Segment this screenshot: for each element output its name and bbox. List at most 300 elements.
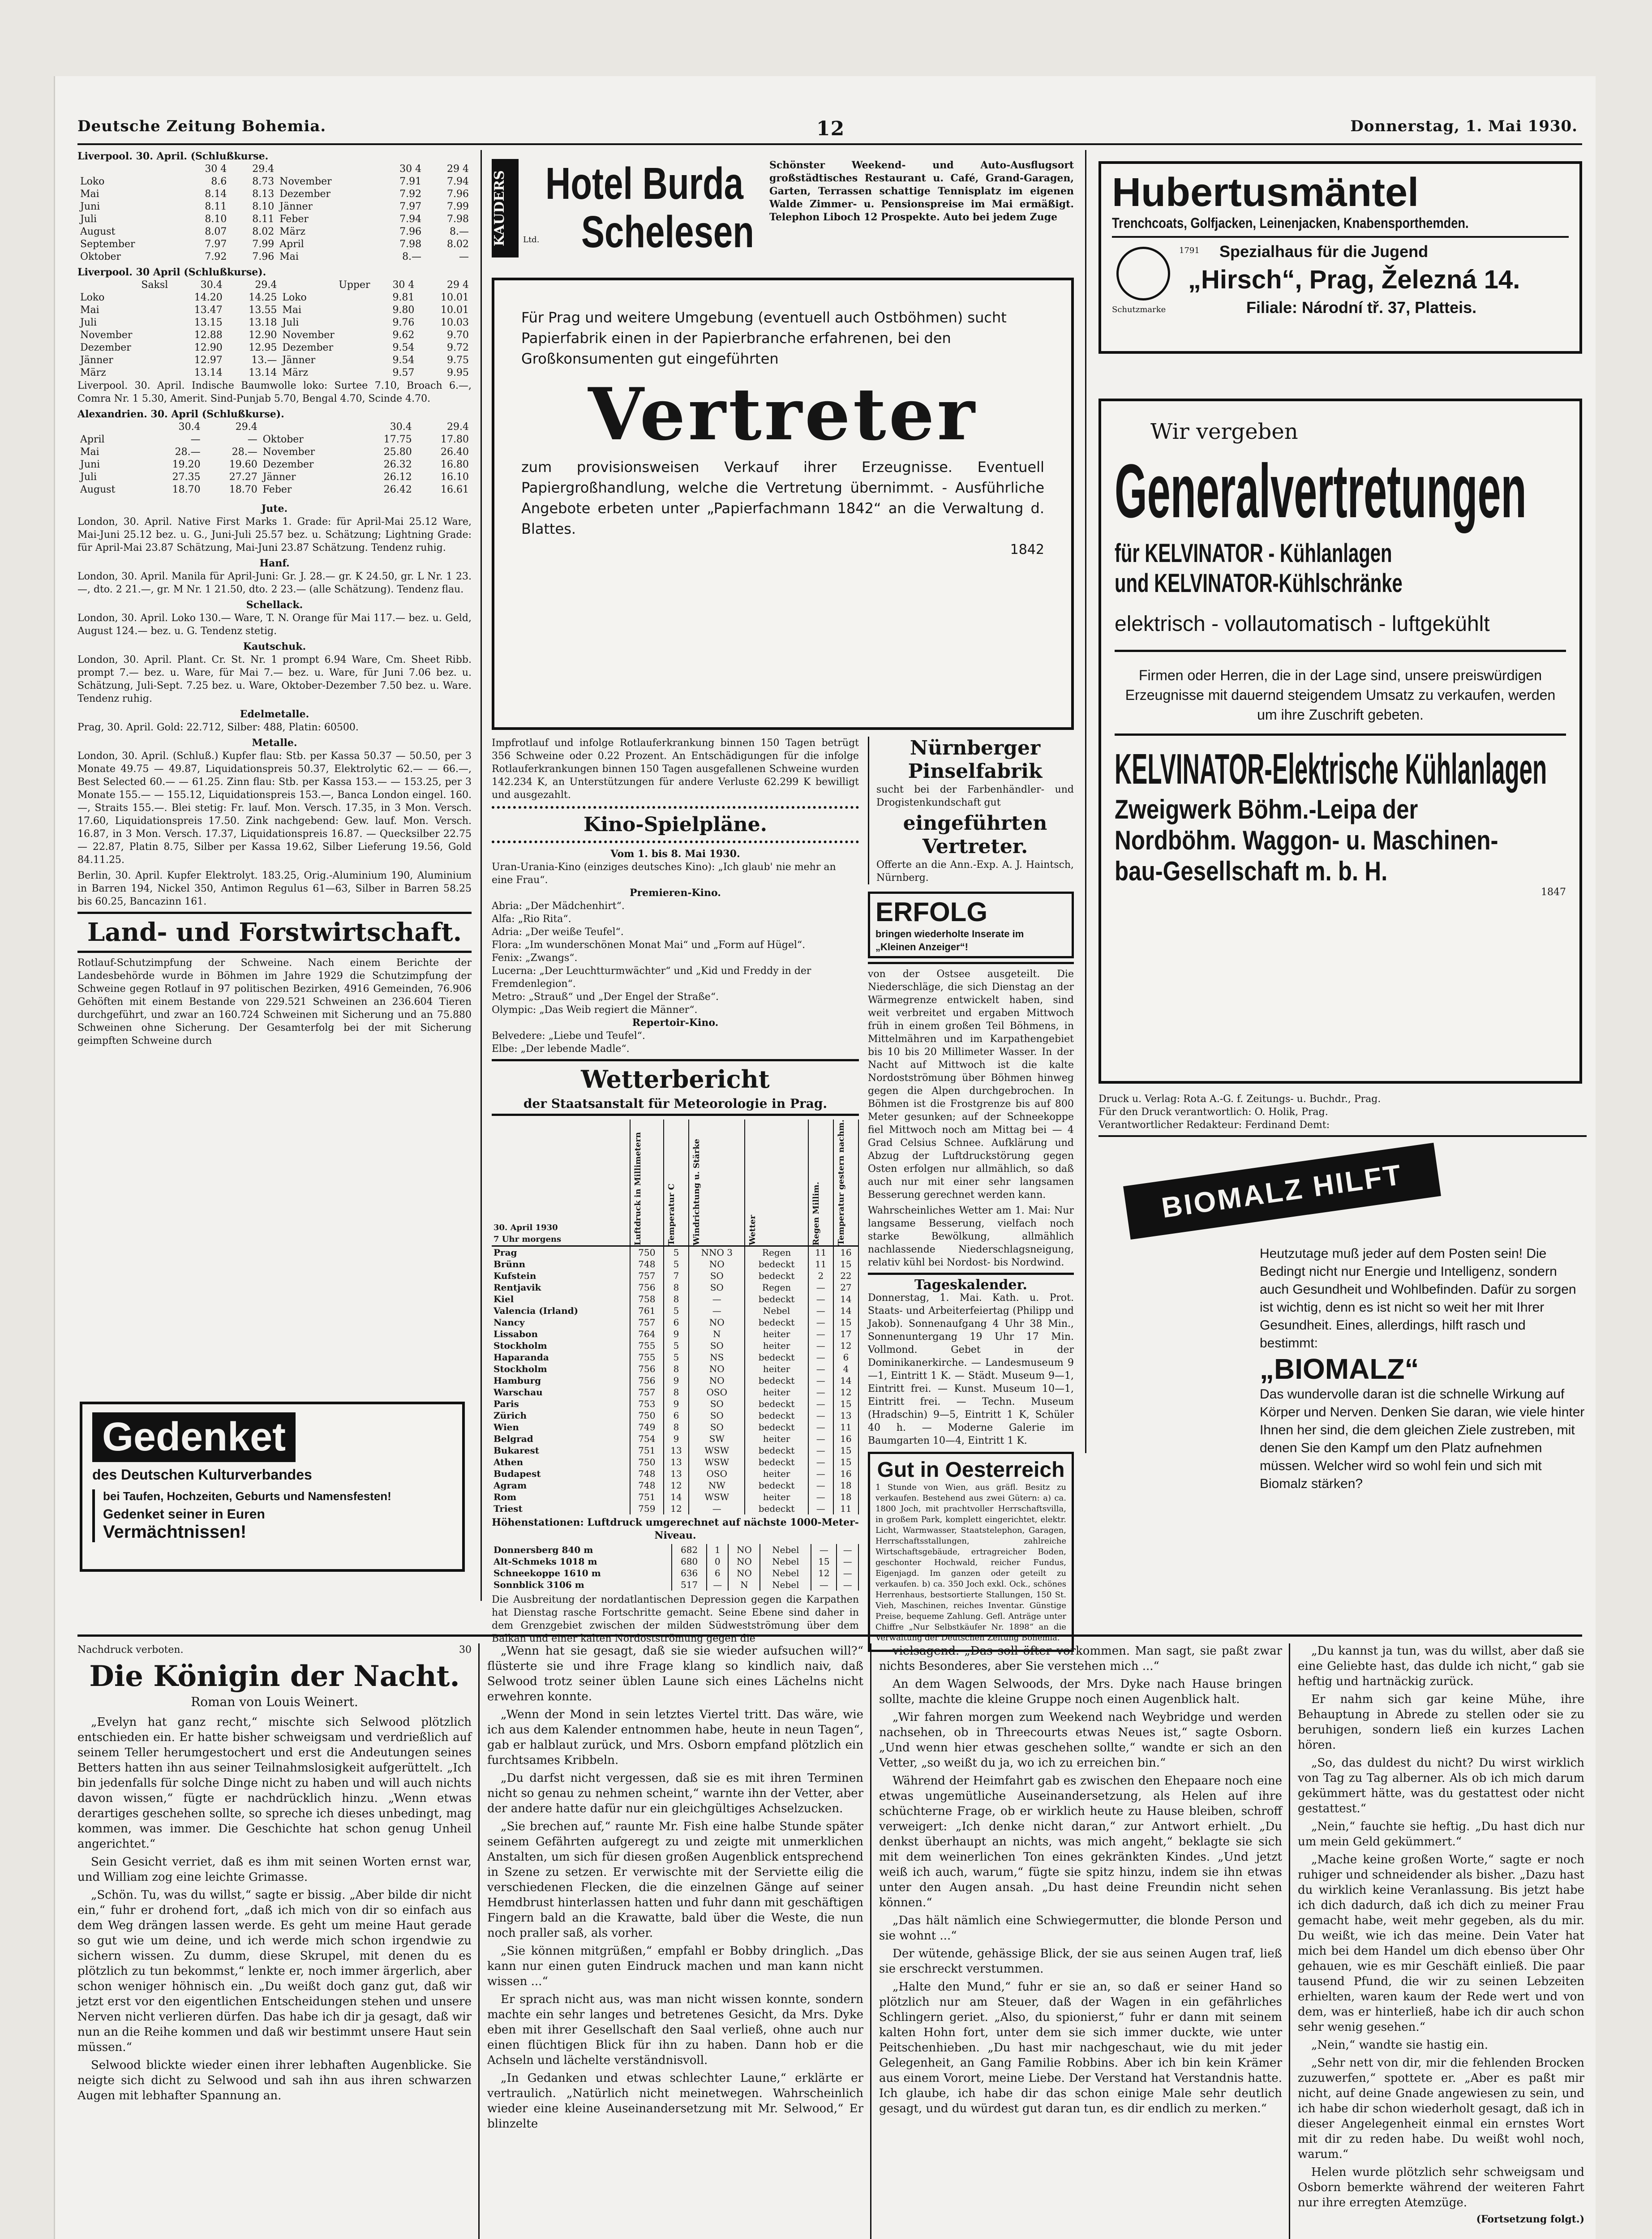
weather-cell: 761 [630, 1305, 664, 1317]
feuilleton-rule [77, 1634, 1582, 1637]
biomalz-ad [1098, 1155, 1587, 1711]
table-header-cell: 30.4 [390, 421, 412, 433]
roman-paragraph: „Mache keine großen Worte,“ sagte er noch ruhiger und schneidender als bisher. „Dazu hast du wirklich keine Veranlassung. Bis jetzt habe ich dich dadurch, daß ich dich zu meiner Frau gemacht habe, weit mehr gegeben, als du mir. Du weißt, wie ich das meine. Dein Vater hat mich bei dem Handel um dich ebenso über Ohr gehauen, wie es mir Geschäft einließ. Die paar tausend Pfund, die wir zu seinen Lebzeiten erhielten, waren kaum der Rede wert und von dem, was er hinterließ, habe ich dir auch schon sehr wenig gesehen.“ [1298, 1853, 1584, 2034]
masthead-left: Deutsche Zeitung Bohemia. [77, 117, 326, 135]
column-rule [478, 1643, 480, 2239]
table-cell: Oktober [262, 434, 304, 445]
weather-cell: NO [689, 1317, 745, 1328]
landwirtschaft-title: Land- und Forstwirtschaft. [87, 918, 462, 947]
weather-cell: 0 [707, 1556, 728, 1567]
weather-cell: 8 [664, 1421, 689, 1433]
nuernberger-text2: eingeführten Vertreter. [903, 812, 1047, 858]
table-cell: 7.97 [205, 239, 227, 250]
weather-cell: 2 [808, 1270, 833, 1282]
table-cell: Jänner [279, 201, 313, 212]
table-cell: November [279, 176, 332, 187]
weather-cell: — [808, 1340, 833, 1351]
weather-cell: heiter [745, 1433, 808, 1445]
table-header-cell [260, 421, 358, 433]
weather-cell: — [811, 1544, 837, 1556]
kino-listing: Adria: „Der weiße Teufel“. [492, 926, 624, 938]
table-cell: — [247, 434, 257, 445]
table-cell: 26.42 [383, 484, 412, 495]
metalle-title: Metalle. [252, 737, 297, 749]
weather-cell: 754 [630, 1433, 664, 1445]
hanf-title: Hanf. [259, 558, 290, 569]
kino-listing: Lucerna: „Der Leuchtturmwächter“ und „Kid und Freddy in der Fremdenlegion“. [492, 965, 811, 990]
weather-cell: — [808, 1317, 833, 1328]
weather-cell: Wien [492, 1421, 630, 1433]
weather-row [492, 1468, 858, 1480]
kelvinator-line2: und KELVINATOR-Kühlschränke [1115, 569, 1403, 598]
roman-paragraph: „Du darfst nicht vergessen, daß sie es mit ihren Terminen nicht so genau zu nehmen scheint,“ warnte ihn der Vetter, aber der andere hatte dafür nur ein gleichgültiges Achselzucken. [487, 1771, 863, 1815]
weather-cell: 13 [664, 1468, 689, 1480]
weather-row [492, 1433, 858, 1445]
hotel-burda-ad [492, 159, 1074, 262]
weather-cell: bedeckt [745, 1317, 808, 1328]
weather-cell: 750 [630, 1456, 664, 1468]
table-header-cell: 29 4 [447, 163, 469, 175]
weather-row [492, 1421, 858, 1433]
table-header-row [77, 279, 472, 292]
weather-cell: 9 [664, 1433, 689, 1445]
table-cell: 16.61 [441, 484, 469, 495]
hanf-text: London, 30. April. Manila für April-Juni: Gr. J. 28.— gr. K 24.50, gr. L Nr. 1 23.—, dto. 2 21.—, gr. M Nr. 1 21.50, dto. 2 23.— (alle Schätzung). Tendenz flau. [77, 571, 472, 595]
weather-cell: 756 [630, 1282, 664, 1293]
table-cell: Mai [282, 305, 302, 316]
section-rule [492, 1114, 859, 1116]
table-cell: 13.55 [249, 305, 277, 316]
weather-cell: Paris [492, 1398, 630, 1410]
table-cell: 7.96 [447, 189, 469, 200]
weather-cell: 9 [664, 1328, 689, 1340]
weather-cell: — [837, 1567, 858, 1579]
table-cell: August [80, 226, 116, 237]
weather-cell: Haparanda [492, 1351, 630, 1363]
middle-column [492, 737, 859, 1645]
table-cell: 13.— [251, 355, 277, 366]
table-cell: 9.57 [392, 367, 415, 378]
weather-cell: 757 [630, 1386, 664, 1398]
kino-listing: Alfa: „Rio Rita“. [492, 914, 571, 925]
table-header-cell: 29.4 [255, 279, 277, 291]
weather-cell: 753 [630, 1398, 664, 1410]
vertreter-ad [492, 278, 1074, 730]
weather-row [492, 1375, 858, 1386]
table-cell: 8.11 [252, 214, 275, 225]
weather-row [492, 1556, 858, 1567]
weather-row [492, 1456, 858, 1468]
weather-cell: Lissabon [492, 1328, 630, 1340]
weather-cell: 764 [630, 1328, 664, 1340]
table-cell: 10.01 [441, 292, 469, 303]
table-cell: 13.14 [194, 367, 223, 378]
weather-cell: Nebel [760, 1544, 811, 1556]
gedenket-sub: des Deutschen Kulturverbandes [92, 1467, 312, 1483]
roman-paragraph: „Nein,“ wandte sie hastig ein. [1311, 2038, 1489, 2052]
schellack-text: London, 30. April. Loko 130.— Ware, T. N. Orange für Mai 117.— bez. u. Geld, August 124.— bez. u. G. Tendenz stetig. [77, 613, 472, 637]
weather-cell: NO [689, 1363, 745, 1375]
kelvinator-top: Wir vergeben [1150, 419, 1298, 444]
table-cell: Oktober [80, 251, 121, 262]
table-cell: 9.54 [392, 342, 415, 353]
table-cell: März [279, 226, 305, 237]
market-row [77, 213, 472, 226]
kelvinator-address3: bau-Gesellschaft m. b. H. [1115, 856, 1388, 886]
market-row [77, 446, 472, 459]
weather-cell: — [808, 1305, 833, 1317]
weather-cell: 6 [664, 1317, 689, 1328]
kino-listing: Metro: „Strauß“ und „Der Engel der Straße“. [492, 991, 719, 1003]
table-cell: 7.91 [399, 176, 422, 187]
table-header-cell: Upper [339, 279, 370, 291]
weather-cell: Alt-Schmeks 1018 m [492, 1556, 672, 1567]
table-cell: 17.75 [383, 434, 412, 445]
weather-cell: NO [728, 1567, 760, 1579]
altitude-table [492, 1544, 859, 1591]
weather-row [492, 1293, 858, 1305]
roman-paragraph: „Sie können mitgrüßen,“ empfahl er Bobby dringlich. „Das kann nur einen guten Eindruck machen und man kann nicht wissen ...“ [487, 1944, 863, 1988]
table-cell: 12.88 [194, 330, 223, 341]
weather-cell: 517 [672, 1579, 707, 1591]
weather-cell: SO [689, 1410, 745, 1421]
weather-cell: heiter [745, 1491, 808, 1503]
weather-cell: 13 [833, 1410, 858, 1421]
kelvinator-text: Firmen oder Herren, die in der Lage sind, unsere preiswürdigen Erzeugnisse mit dauernd steigendem Umsatz zu verkaufen, werden um ihre Zuschrift gebeten. [1125, 667, 1556, 723]
weather-cell: 16 [833, 1468, 858, 1480]
weather-cell: 680 [672, 1556, 707, 1567]
hubertus-sub: Trenchcoats, Golfjacken, Leinenjacken, Knabensporthemden. [1112, 215, 1469, 231]
weather-cell: 15 [833, 1317, 858, 1328]
weather-cell: 757 [630, 1270, 664, 1282]
table-cell: 10.03 [441, 317, 469, 328]
market-column [77, 150, 472, 1261]
erfolg-title: ERFOLG [875, 897, 987, 927]
hotel-text: Schönster Weekend- und Auto-Ausflugsort großstädtisches Restaurant u. Café, Grand-Garagen, Garten, Terrassen schattige Tennisplatz im eigenen Walde Zimmer- u. Pensionspreise im Mai ermäßigt. Telephon Liboch 12 Prospekte. Auto bei jedem Zuge [769, 159, 1074, 223]
hubertus-ad [1098, 161, 1582, 354]
weather-cell: — [808, 1491, 833, 1503]
wetter-sub: der Staatsanstalt für Meteorologie in Prag. [523, 1096, 828, 1111]
weather-cell: Nebel [760, 1567, 811, 1579]
weather-cell: 16 [833, 1433, 858, 1445]
weather-cell: Regen [745, 1246, 808, 1259]
roman-paragraph: „Wenn hat sie gesagt, daß sie sie wieder aufsuchen will?“ flüsterte sie und ihre Frage klang so kindlich naiv, daß Selwood trotz seiner üblen Laune sich eines Lächelns nicht erwehren konnte. [487, 1644, 863, 1703]
table-cell: 12.97 [194, 355, 223, 366]
weather-cell: Sonnblick 3106 m [492, 1579, 672, 1591]
table-cell: Dezember [279, 189, 330, 200]
table-cell: Mai [80, 446, 99, 458]
table-cell: 8.— [402, 251, 422, 262]
table-cell: 8.14 [205, 189, 227, 200]
table-cell: — [190, 434, 201, 445]
table-cell: 13.15 [194, 317, 223, 328]
weather-cell: N [728, 1579, 760, 1591]
kelvinator-address2: Nordböhm. Waggon- u. Maschinen- [1115, 825, 1498, 855]
roman-title: Die Königin der Nacht. [89, 1660, 460, 1693]
weather-row [492, 1305, 858, 1317]
weather-cell: 757 [630, 1317, 664, 1328]
weather-cell: 759 [630, 1503, 664, 1514]
weather-head-station: 30. April 1930 7 Uhr morgens [492, 1120, 630, 1246]
table-cell: 7.92 [399, 189, 422, 200]
table-cell: Mai [80, 189, 99, 200]
weather-cell: bedeckt [745, 1445, 808, 1456]
weather-cell: 22 [833, 1270, 858, 1282]
table-cell: 12.95 [249, 342, 277, 353]
weather-cell: bedeckt [745, 1421, 808, 1433]
weather-cell: — [689, 1293, 745, 1305]
gedenket-ad [80, 1402, 465, 1572]
weather-cell: bedeckt [745, 1410, 808, 1421]
table-cell: 9.95 [447, 367, 469, 378]
table-cell: 27.27 [229, 472, 257, 483]
table-cell: 17.80 [441, 434, 469, 445]
table-cell: April [279, 239, 304, 250]
table-cell: März [282, 367, 309, 378]
page-number: 12 [816, 117, 845, 140]
rotlauf-continuation: Impfrotlauf und infolge Rotlauferkrankung binnen 150 Tagen betrügt 356 Schweine oder 0.22 Prozent. An Entschädigungen für die infolge Rotlauferkrankungen binnen 150 Tagen ausgefallenen Schweine wurden 142.234 K, an Unterstützungen für andere Verluste 62.299 K bewilligt und ausgezahlt. [492, 738, 859, 801]
table-cell: 9.80 [392, 305, 415, 316]
kino-title: Kino-Spielpläne. [584, 813, 767, 836]
weather-cell: — [808, 1293, 833, 1305]
table-header-cell: 30 4 [392, 279, 415, 291]
weather-cell: 749 [630, 1421, 664, 1433]
weather-cell: OSO [689, 1386, 745, 1398]
hoehen-title: Höhenstationen: Luftdruck umgerechnet auf nächste 1000-Meter-Niveau. [492, 1517, 859, 1542]
table-cell: 8.02 [252, 226, 275, 237]
biomalz-text2: Das wundervolle daran ist die schnelle Wirkung auf Körper und Nerven. Denken Sie daran, wie viele hinter Ihnen her sind, die dem gleichen Ziele zustreben, mit denen Sie den Kampf um den Platz aufnehmen müssen. Welcher wird so wohl fein und sich mit Biomalz stärken? [1260, 1387, 1585, 1491]
table-cell: Juni [80, 459, 100, 470]
weather-cell: bedeckt [745, 1480, 808, 1491]
table-cell: Dezember [282, 342, 334, 353]
hubertus-title: Hubertusmäntel [1112, 170, 1419, 215]
table-cell: 13.18 [249, 317, 277, 328]
weather-row [492, 1398, 858, 1410]
vertreter-title: Vertreter [588, 372, 978, 456]
deer-icon [1116, 247, 1170, 300]
weather-cell: 4 [833, 1363, 858, 1375]
weather-cell: — [808, 1386, 833, 1398]
weather-cell: 5 [664, 1258, 689, 1270]
table-header-cell: 29.4 [252, 163, 275, 175]
gedenket-title: Gedenket [92, 1412, 296, 1462]
table-cell: 7.94 [399, 214, 422, 225]
table-cell: 14.25 [249, 292, 277, 303]
kino-dates: Vom 1. bis 8. Mai 1930. [610, 848, 740, 860]
roman-paragraph: Helen wurde plötzlich sehr schweigsam und Osborn bemerkte während der weiteren Fahrt nur ihre erregten Atemzüge. [1298, 2166, 1584, 2209]
market-row [77, 226, 472, 238]
weather-row [492, 1246, 858, 1259]
kautschuk-text: London, 30. April. Plant. Cr. St. Nr. 1 prompt 6.94 Ware, Cm. Sheet Ribb. prompt 7.— bez. u. Ware, für Mai 7.— bez. u. Ware, für Juni 7.06 bez. u. Schätzung, Juli-Sept. 7.25 bez. u. Ware, Oktober-Dezember 7.50 bez. u. Ware. Tendenz ruhig. [77, 654, 472, 704]
weather-cell: 748 [630, 1258, 664, 1270]
table-cell: 13.14 [249, 367, 277, 378]
weather-cell: 16 [833, 1246, 858, 1259]
table-cell: November [282, 330, 335, 341]
table-cell: 9.75 [447, 355, 469, 366]
weather-cell: — [707, 1579, 728, 1591]
table-header-cell [77, 421, 146, 433]
weather-row [492, 1567, 858, 1579]
weather-cell: Kiel [492, 1293, 630, 1305]
erfolg-text: bringen wiederholte Inserate im „Kleinen Anzeiger“! [875, 928, 1024, 952]
kelvinator-line3: elektrisch - vollautomatisch - luftgekühlt [1115, 612, 1490, 636]
table-cell: 26.32 [383, 459, 412, 470]
weather-cell: 12 [664, 1503, 689, 1514]
liverpool2-title: Liverpool. 30 April (Schlußkurse). [77, 266, 266, 278]
weather-row [492, 1579, 858, 1591]
roman-number: 30 [459, 1644, 472, 1656]
roman-col2 [487, 1643, 863, 2239]
table-cell: September [80, 239, 135, 250]
weather-cell: bedeckt [745, 1456, 808, 1468]
weather-cell: NW [689, 1480, 745, 1491]
roman-paragraph: Selwood blickte wieder einen ihrer lebhaften Augenblicke. Sie neigte sich dicht zu Selwood und sah ihn aus ihren schwarzen Augen mit lebhafter Spannung an. [77, 2059, 472, 2102]
roman-paragraph: „Du kannst ja tun, was du willst, aber daß sie eine Geliebte hast, das dulde ich nicht,“ gab sie heftig und hartnäckig zurück. [1298, 1644, 1584, 1688]
weather-cell: — [808, 1410, 833, 1421]
table-cell: 7.96 [399, 226, 422, 237]
weather-cell: WSW [689, 1491, 745, 1503]
wetter-title: Wetterbericht [581, 1065, 770, 1094]
table-cell: Juli [282, 317, 299, 328]
weather-cell: — [689, 1305, 745, 1317]
column-rule [481, 150, 482, 1601]
weather-cell: 14 [833, 1375, 858, 1386]
roman-paragraph: „Sie brechen auf,“ raunte Mr. Fish eine halbe Stunde später seinem Gefährten aufgeregt zu und zeigte mit unmerklichen Anstalten, um sich für diesen großen Augenblick entsprechend in Szene zu setzen. Er verwischte mit der Serviette eilig die verschiedenen Flecken, die die einzelnen Gänge auf seiner Hemdbrust hinterlassen hatten und fuhr dann mit geschäftigen Fingern bald an die Krawatte, bald über die Weste, die nun noch praller saß, als vorher. [487, 1820, 863, 1940]
weather-row [492, 1386, 858, 1398]
roman-fortsetzung: (Fortsetzung folgt.) [1476, 2213, 1584, 2225]
table-cell: 8.10 [252, 201, 275, 212]
kelvinator-ad [1098, 399, 1582, 1084]
weather-cell: 27 [833, 1282, 858, 1293]
weather-cell: 13 [664, 1445, 689, 1456]
weather-head-cell: Temperatur gestern nachm. [833, 1120, 858, 1246]
weather-cell: heiter [745, 1328, 808, 1340]
biomalz-text1: Heutzutage muß jeder auf dem Posten sein! Die Bedingt nicht nur Energie und Intelligenz, sondern auch Gesundheit und Wohlbefinden. Dafür zu sorgen ist wichtig, denn es ist nicht so weit her mit Ihrer Gesundheit. Eines, allerdings, hilft rasch und bestimmt: [1260, 1246, 1576, 1351]
weather-cell: SO [689, 1421, 745, 1433]
weather-cell: Regen [745, 1282, 808, 1293]
weather-cell: 14 [833, 1305, 858, 1317]
weather-cell: 15 [833, 1445, 858, 1456]
weather-cell: Triest [492, 1503, 630, 1514]
market-row [77, 484, 472, 496]
table-cell: 9.81 [392, 292, 415, 303]
roman-subtitle: Roman von Louis Weinert. [191, 1694, 358, 1709]
weather-cell: — [837, 1544, 858, 1556]
weather-cell: 11 [833, 1421, 858, 1433]
wetter-cont-text: von der Ostsee ausgeteilt. Die Niederschläge, die sich Dienstag an der Wärmegrenze entwickelt haben, sind weit verbreitet und ergaben Mittwoch früh in einem großen Teil Böhmens, in Mittelmähren und im Karpathengebiet bis 10 bis 20 Millimeter Wasser. In der Nacht auf Mittwoch ist die kalte Nordostströmung über Böhmen hinweg gegen die Alpen durchgebrochen. In Böhmen ist die Frostgrenze bis auf 800 Meter gesunken; auf der Schneekoppe fiel Mittwoch noch am Mittag bei — 4 Grad Celsius Schnee. Aufklärung und Abzug der Luftdruckstörung gegen Osten erfolgen nur allmählich, so daß auch nur mit einer sehr langsamen Besserung gerechnet werden kann. [868, 969, 1074, 1201]
kelvinator-company: KELVINATOR-Elektrische Kühlanlagen [1115, 745, 1547, 793]
weather-cell: Stockholm [492, 1340, 630, 1351]
weather-cell: 9 [664, 1375, 689, 1386]
kautschuk-title: Kautschuk. [243, 641, 306, 652]
weather-cell: — [808, 1351, 833, 1363]
kino-listing: Fenix: „Zwangs“. [492, 952, 578, 964]
market-row [77, 367, 472, 379]
table-cell: 9.72 [447, 342, 469, 353]
table-cell: 9.70 [447, 330, 469, 341]
weather-cell: 758 [630, 1293, 664, 1305]
table-cell: 7.98 [447, 214, 469, 225]
weather-cell: Rentjavik [492, 1282, 630, 1293]
section-rule [77, 951, 472, 953]
weather-cell: — [808, 1398, 833, 1410]
weather-cell: NO [689, 1258, 745, 1270]
weather-cell: 5 [664, 1340, 689, 1351]
liverpool1-table [77, 163, 472, 263]
weather-head-cell: Regen Millim. [808, 1120, 833, 1246]
tageskalender-title: Tageskalender. [914, 1277, 1027, 1293]
vertreter-text: zum provisionsweisen Verkauf ihrer Erzeugnisse. Eventuell Papiergroßhandlung, welche die Vertretung übernimmt. - Ausführliche Angebote erbeten unter „Papierfachmann 1842“ an die Verwaltung d. Blattes. [521, 459, 1044, 537]
weather-cell: heiter [745, 1340, 808, 1351]
weather-cell: NO [728, 1556, 760, 1567]
weather-cell: — [837, 1556, 858, 1567]
table-header-cell: 29.4 [235, 421, 257, 433]
table-header-cell: 30 4 [399, 163, 422, 175]
vertreter-intro: Für Prag und weitere Umgebung (eventuell auch Ostböhmen) sucht Papierfabrik einen in der Papierbranche erfahrenen, bei den Großkonsumenten gut eingeführten [521, 309, 1007, 367]
weather-cell: bedeckt [745, 1293, 808, 1305]
column-rule [1085, 150, 1086, 1453]
section-rule [77, 912, 472, 914]
weather-cell: 750 [630, 1246, 664, 1259]
weather-cell: 15 [811, 1556, 837, 1567]
table-header-row [77, 421, 472, 433]
weather-cell: SW [689, 1433, 745, 1445]
weather-cell: 682 [672, 1544, 707, 1556]
market-row [77, 292, 472, 304]
table-header-cell: 29.4 [447, 421, 469, 433]
weather-head-cell: Temperatur C [664, 1120, 689, 1246]
table-cell: Loko [80, 176, 105, 187]
weather-cell: WSW [689, 1456, 745, 1468]
market-row [77, 201, 472, 213]
table-cell: 13.47 [194, 305, 223, 316]
weather-cell: bedeckt [745, 1503, 808, 1514]
market-row [77, 238, 472, 251]
table-cell: November [262, 446, 315, 458]
weather-cell: — [808, 1363, 833, 1375]
table-header-cell [277, 163, 377, 176]
weather-cell: 12 [833, 1386, 858, 1398]
table-cell: Dezember [262, 459, 314, 470]
weather-cell: Athen [492, 1456, 630, 1468]
roman-col3 [879, 1643, 1282, 2239]
roman-paragraph: „Das hält nämlich eine Schwiegermutter, die blonde Person und sie wohnt ...“ [879, 1914, 1282, 1943]
weather-cell: Rom [492, 1491, 630, 1503]
weather-cell: — [808, 1456, 833, 1468]
weather-cell: SO [689, 1340, 745, 1351]
table-cell: 9.54 [392, 355, 415, 366]
hubertus-name: „Hirsch“, Prag, Železná 14. [1188, 265, 1520, 294]
dotted-rule [492, 806, 859, 809]
nuernberger-text1: sucht bei der Farbenhändler- und Drogistenkundschaft gut [876, 784, 1074, 808]
table-cell: März [80, 367, 106, 378]
kino-listing: Elbe: „Der lebende Madle“. [492, 1043, 630, 1055]
weather-cell: 12 [811, 1567, 837, 1579]
weather-cell: — [808, 1433, 833, 1445]
table-cell: Loko [282, 292, 307, 303]
roman-paragraph: „Halte den Mund,“ fuhr er sie an, so daß er seiner Hand so plötzlich nur am Steuer, daß der Wagen in ein gefährliches Schlingern geriet. „Also, du spionierst,“ fuhr er dann mit seinem kalten Hohn fort, unter dem sie sich immer duckte, wie unter Peitschenhieben. „Du hast mir nachgeschaut, wie du mit jeder Gelegenheit, an Gang Familie Robbins. Aber ich bin kein Krämer aus einem Vorort, meine Liebe. Der Verstand hat Verstandnis hatte. Ich glaube, ich habe dir das schon einige Male sehr deutlich gesagt, und du würdest gut daran tun, es dir endlich zu merken.“ [879, 1980, 1282, 2115]
liverpool1-title: Liverpool. 30. April. (Schlußkurse. [77, 150, 269, 162]
table-cell: Jänner [80, 355, 113, 366]
roman-paragraph: „Sehr nett von dir, mir die fehlenden Brocken zuzuwerfen,“ spottete er. „Aber es paßt mir nicht, auf deine Gnade angewiesen zu sein, und ich habe dir schon wiederholt gesagt, daß ich in dieser Angelegenheit einmal ein ernstes Wort mit dir zu reden habe. Du weißt wohl noch, warum.“ [1298, 2056, 1584, 2161]
middle-right-column [868, 737, 1074, 1643]
weather-row [492, 1328, 858, 1340]
weather-cell: 750 [630, 1410, 664, 1421]
gut-title: Gut in Oesterreich [877, 1458, 1065, 1482]
edelmetalle-text: Prag, 30. April. Gold: 22.712, Silber: 488, Platin: 60500. [77, 722, 359, 733]
weather-cell: — [808, 1503, 833, 1514]
weather-cell: Belgrad [492, 1433, 630, 1445]
